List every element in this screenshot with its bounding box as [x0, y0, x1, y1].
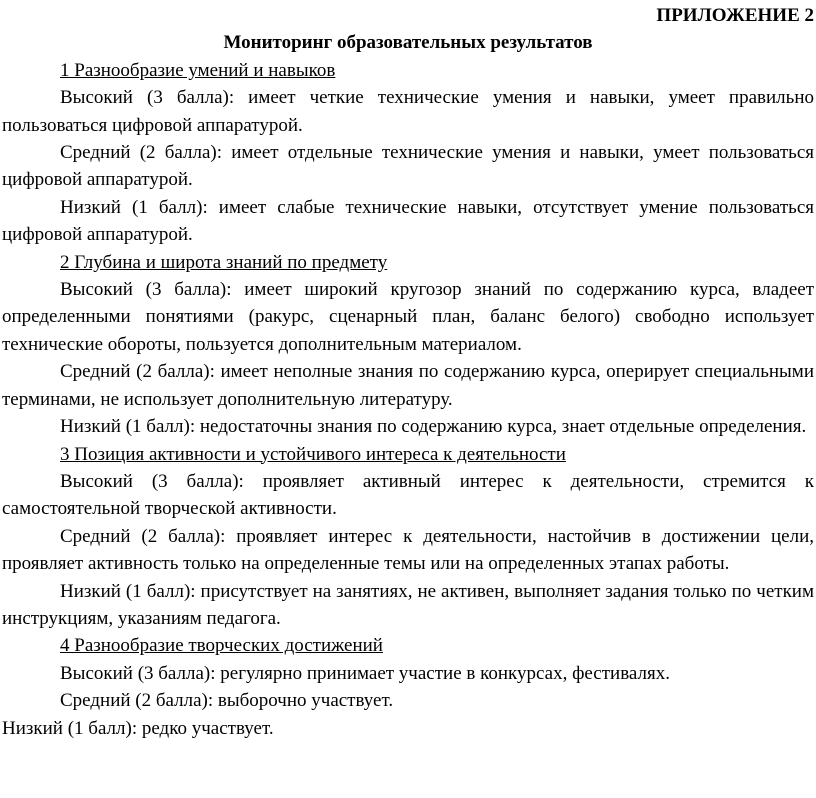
level-high-1: Высокий (3 балла): имеет четкие технические умения и навыки, умеет правильно пользоваться цифровой аппаратурой.	[2, 87, 814, 136]
appendix-label: ПРИЛОЖЕНИЕ 2	[656, 5, 814, 26]
level-low-2: Низкий (1 балл): недостаточны знания по содержанию курса, знает отдельные определения.	[60, 416, 807, 438]
section-heading-3: 3 Позиция активности и устойчивого интереса к деятельности	[60, 443, 566, 465]
section-heading-4: 4 Разнообразие творческих достижений	[60, 635, 383, 657]
level-high-3: Высокий (3 балла): проявляет активный интерес к деятельности, стремится к самостоятельной творческой активности.	[2, 470, 814, 520]
level-medium-1: Средний (2 балла): имеет отдельные технические умения и навыки, умеет пользоваться цифровой аппаратурой.	[2, 142, 814, 191]
level-low-3: Низкий (1 балл): присутствует на занятиях, не активен, выполняет задания только по четким инструкциям, указаниям педагога.	[2, 580, 814, 629]
level-medium-2: Средний (2 балла): имеет неполные знания по содержанию курса, оперирует специальными терминами, не использует дополнительную литературу.	[2, 361, 814, 410]
level-medium-3: Средний (2 балла): проявляет интерес к деятельности, настойчив в достижении цели, проявляет активность только на определенные темы или на определенных этапах работы.	[2, 525, 814, 575]
section-heading-1: 1 Разнообразие умений и навыков	[60, 59, 336, 81]
document-title: Мониторинг образовательных результатов	[223, 32, 593, 54]
level-low-4: Низкий (1 балл): редко участвует.	[2, 717, 274, 739]
level-high-4: Высокий (3 балла): регулярно принимает участие в конкурсах, фестивалях.	[60, 662, 671, 684]
level-high-2: Высокий (3 балла): имеет широкий кругозор знаний по содержанию курса, владеет определенными понятиями (ракурс, сценарный план, баланс белого) свободно использует технические обороты, пользуется дополнительным материалом.	[2, 279, 814, 355]
level-medium-4: Средний (2 балла): выборочно участвует.	[60, 690, 394, 712]
section-heading-2: 2 Глубина и широта знаний по предмету	[60, 251, 388, 273]
level-low-1: Низкий (1 балл): имеет слабые технические навыки, отсутствует умение пользоваться цифровой аппаратурой.	[2, 196, 814, 246]
